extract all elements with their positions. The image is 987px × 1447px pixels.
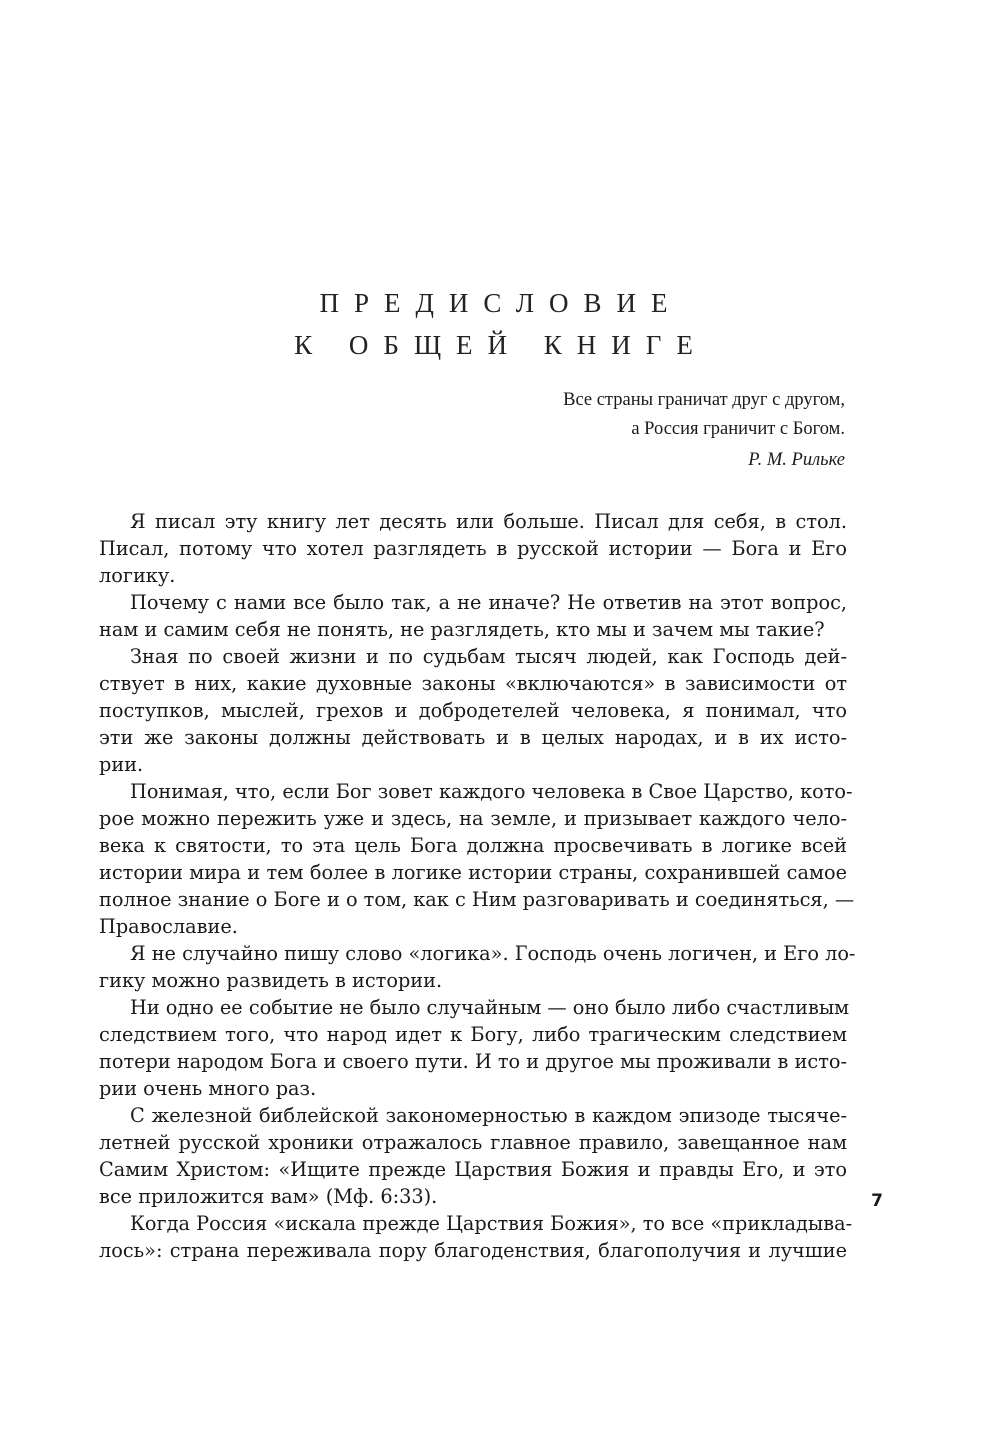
text-line: потери народом Бога и своего пути. И то и другое мы проживали в исто- [99,1050,847,1073]
page-number: 7 [871,1191,883,1211]
text-line: Почему с нами все было так, а не иначе? Не ответив на этот вопрос, [130,591,847,614]
text-line: рии очень много раз. [99,1077,317,1100]
paragraph [99,643,847,778]
epigraph-line-1: Все страны граничат друг с другом, [563,390,845,410]
text-line: Когда Россия «искала прежде Царствия Божия», то все «прикладыва- [130,1212,853,1235]
text-line: поступков, мыслей, грехов и добродетелей человека, я понимал, что [99,699,847,722]
epigraph-author: Р. М. Рильке [748,450,845,470]
paragraph [99,508,847,589]
text-line: рии. [99,753,144,776]
text-line: следствием того, что народ идет к Богу, либо трагическим следствием [99,1023,847,1046]
text-line: Понимая, что, если Бог зовет каждого человека в Свое Царство, кото- [130,780,853,803]
text-line: истории мира и тем более в логике истории страны, сохранившей самое [99,861,847,884]
text-line: Зная по своей жизни и по судьбам тысяч людей, как Господь дей- [130,645,847,668]
text-line: Ни одно ее событие не было случайным — оно было либо счастливым [130,996,850,1019]
paragraph [99,1210,853,1264]
text-line: летней русской хроники отражалось главное правило, завещанное нам [99,1131,847,1154]
text-line: С железной библейской закономерностью в каждом эпизоде тысяче- [130,1104,847,1127]
text-line: гику можно развидеть в истории. [99,969,443,992]
text-line: все приложится вам» (Мф. 6:33). [99,1185,438,1208]
epigraph [563,386,845,475]
text-line: эти же законы должны действовать и в целых народах, и в их исто- [99,726,847,749]
title-line-1: ПРЕДИСЛОВИЕ [319,288,683,318]
text-line: века к святости, то эта цель Бога должна просвечивать в логике всей [99,834,847,857]
text-line: логику. [99,564,176,587]
text-line: ствует в них, какие духовные законы «включаются» в зависимости от [99,672,847,695]
title-line-2: К ОБЩЕЙ КНИГЕ [294,330,708,360]
text-line: Писал, потому что хотел разглядеть в русской истории — Бога и Его [99,537,847,560]
paragraph [99,778,855,940]
text-line: Самим Христом: «Ищите прежде Царствия Божия и правды Его, и это [99,1158,847,1181]
text-line: Я не случайно пишу слово «логика». Господь очень логичен, и Его ло- [130,942,856,965]
text-line: нам и самим себя не понять, не разглядеть, кто мы и зачем мы такие? [99,618,825,641]
text-line: рое можно пережить уже и здесь, на земле, и призывает каждого чело- [99,807,847,830]
text-line: полное знание о Боге и о том, как с Ним разговаривать и соединяться, — [99,888,855,911]
page-title [0,282,987,366]
paragraph [99,994,850,1102]
epigraph-line-2: а Россия граничит с Богом. [631,419,845,439]
text-line: лось»: страна переживала пору благоденствия, благополучия и лучшие [99,1239,847,1262]
paragraph [99,940,856,994]
paragraph [99,1102,847,1210]
text-line: Православие. [99,915,238,938]
text-line: Я писал эту книгу лет десять или больше. Писал для себя, в стол. [130,510,847,533]
paragraph [99,589,847,643]
body-text [99,508,856,1264]
